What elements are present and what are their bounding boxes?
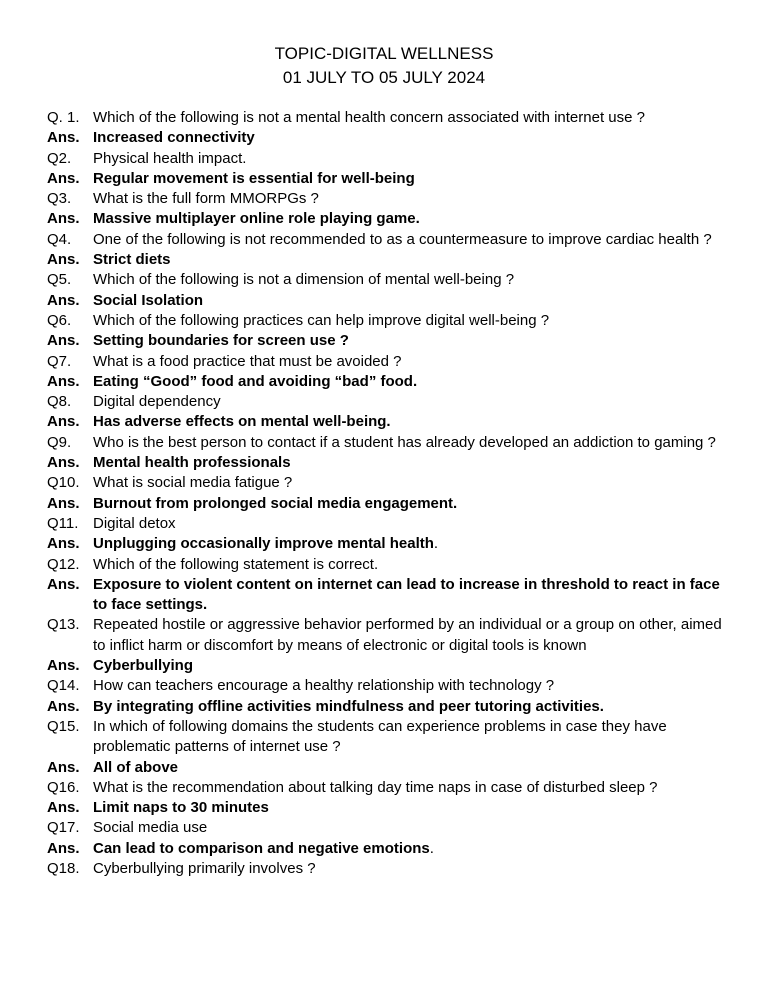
answer-text: All of above [93, 758, 179, 776]
answer-label: Ans. [47, 494, 80, 512]
answer-period: . [433, 535, 439, 553]
answer-label: Ans. [47, 332, 80, 350]
answer-row [47, 250, 737, 270]
question-row [47, 514, 737, 534]
answer-row [47, 128, 737, 148]
question-row [47, 433, 737, 453]
question-text: Who is the best person to contact if a student has already developed an addiction to gaming ? [93, 433, 716, 451]
answer-row [47, 656, 737, 676]
question-text: Which of the following practices can help improve digital well-being ? [93, 311, 550, 329]
answer-label: Ans. [47, 129, 80, 147]
question-text: What is the full form MMORPGs ? [93, 190, 319, 208]
question-label: Q10. [47, 474, 80, 492]
question-label: Q13. [47, 616, 80, 634]
question-text: Cyberbullying primarily involves ? [93, 859, 316, 877]
question-row [47, 270, 737, 290]
question-row [47, 615, 737, 656]
question-text: One of the following is not recommended to as a countermeasure to improve cardiac health ? [93, 230, 712, 248]
answer-label: Ans. [47, 657, 80, 675]
answer-label: Ans. [47, 251, 80, 269]
answer-row [47, 758, 737, 778]
answer-row [47, 372, 737, 392]
answer-label: Ans. [47, 210, 80, 228]
answer-row [47, 798, 737, 818]
answer-label: Ans. [47, 575, 80, 593]
question-text: What is the recommendation about talking day time naps in case of disturbed sleep ? [93, 778, 658, 796]
answer-text: Limit naps to 30 minutes [93, 799, 269, 817]
answer-text: Cyberbullying [93, 657, 194, 675]
answer-label: Ans. [47, 169, 80, 187]
answer-row [47, 209, 737, 229]
question-text: Which of the following is not a mental health concern associated with internet use ? [93, 109, 645, 126]
document-header [0, 42, 768, 90]
question-row [47, 149, 737, 169]
answer-label: Ans. [47, 799, 80, 817]
question-text: Digital dependency [93, 393, 221, 411]
question-text: Which of the following statement is correct. [93, 555, 379, 573]
answer-text: Burnout from prolonged social media engagement. [93, 494, 458, 512]
question-label: Q12. [47, 555, 80, 573]
answer-text: Social Isolation [93, 291, 204, 309]
question-label: Q14. [47, 677, 80, 695]
question-row [47, 676, 737, 696]
answer-row [47, 453, 737, 473]
answer-row [47, 331, 737, 351]
question-row [47, 555, 737, 575]
answer-row [47, 291, 737, 311]
question-label: Q3. [47, 190, 72, 208]
answer-text: Has adverse effects on mental well-being. [93, 413, 391, 431]
question-text: Social media use [93, 819, 208, 837]
question-text: How can teachers encourage a healthy relationship with technology ? [93, 677, 555, 695]
question-row [47, 392, 737, 412]
answer-label: Ans. [47, 758, 80, 776]
answer-text: Eating “Good” food and avoiding “bad” food. [93, 372, 418, 390]
question-row [47, 473, 737, 493]
question-label: Q4. [47, 230, 72, 248]
answer-row [47, 839, 737, 859]
qa-list [47, 108, 737, 879]
answer-label: Ans. [47, 372, 80, 390]
question-text: Which of the following is not a dimension of mental well-being ? [93, 271, 515, 289]
answer-text: Exposure to violent content on internet can lead to increase in threshold to react in face to face settings. [93, 575, 720, 614]
answer-row [47, 494, 737, 514]
date-range: 01 JULY TO 05 JULY 2024 [282, 68, 486, 87]
question-label: Q15. [47, 717, 80, 735]
question-label: Q6. [47, 311, 72, 329]
answer-row [47, 169, 737, 189]
answer-text: Regular movement is essential for well-being [93, 169, 415, 187]
question-text: What is social media fatigue ? [93, 474, 293, 492]
question-label: Q9. [47, 433, 72, 451]
question-label: Q2. [47, 149, 72, 167]
question-label: Q11. [47, 514, 79, 532]
answer-text: Unplugging occasionally improve mental health [93, 535, 434, 553]
question-row [47, 818, 737, 838]
question-label: Q18. [47, 859, 80, 877]
answer-label: Ans. [47, 291, 80, 309]
answer-row [47, 575, 737, 616]
answer-text: By integrating offline activities mindfulness and peer tutoring activities. [93, 697, 604, 715]
answer-text: Setting boundaries for screen use ? [93, 332, 349, 350]
answer-text: Strict diets [93, 251, 171, 269]
question-label: Q17. [47, 819, 80, 837]
question-row [47, 717, 737, 758]
answer-period: . [429, 839, 434, 857]
question-row [47, 352, 737, 372]
answer-label: Ans. [47, 697, 80, 715]
answer-label: Ans. [47, 839, 80, 857]
question-row [47, 778, 737, 798]
answer-text: Increased connectivity [93, 129, 255, 147]
question-label: Q5. [47, 271, 72, 289]
question-label: Q. 1. [47, 109, 80, 126]
question-text: What is a food practice that must be avoided ? [93, 352, 402, 370]
question-row [47, 230, 737, 250]
answer-label: Ans. [47, 535, 80, 553]
question-text: In which of following domains the students can experience problems in case they have problematic patterns of internet use ? [93, 717, 667, 756]
answer-row [47, 412, 737, 432]
question-row [47, 859, 737, 879]
answer-label: Ans. [47, 413, 80, 431]
answer-label: Ans. [47, 454, 80, 472]
answer-row [47, 697, 737, 717]
answer-text: Massive multiplayer online role playing game. [93, 210, 420, 228]
answer-row [47, 534, 737, 554]
question-row [47, 311, 737, 331]
topic-title: TOPIC-DIGITAL WELLNESS [274, 44, 494, 63]
question-text: Digital detox [93, 514, 176, 532]
answer-text: Can lead to comparison and negative emotions [93, 839, 430, 857]
question-text: Repeated hostile or aggressive behavior performed by an individual or a group on other, aimed to inflict harm or discomfort by means of electronic or digital tools is known [93, 616, 722, 654]
question-label: Q7. [47, 352, 72, 370]
question-row [47, 108, 737, 128]
question-row [47, 189, 737, 209]
question-text: Physical health impact. [93, 149, 247, 167]
question-label: Q16. [47, 778, 80, 796]
question-label: Q8. [47, 393, 72, 411]
answer-text: Mental health professionals [93, 454, 291, 472]
